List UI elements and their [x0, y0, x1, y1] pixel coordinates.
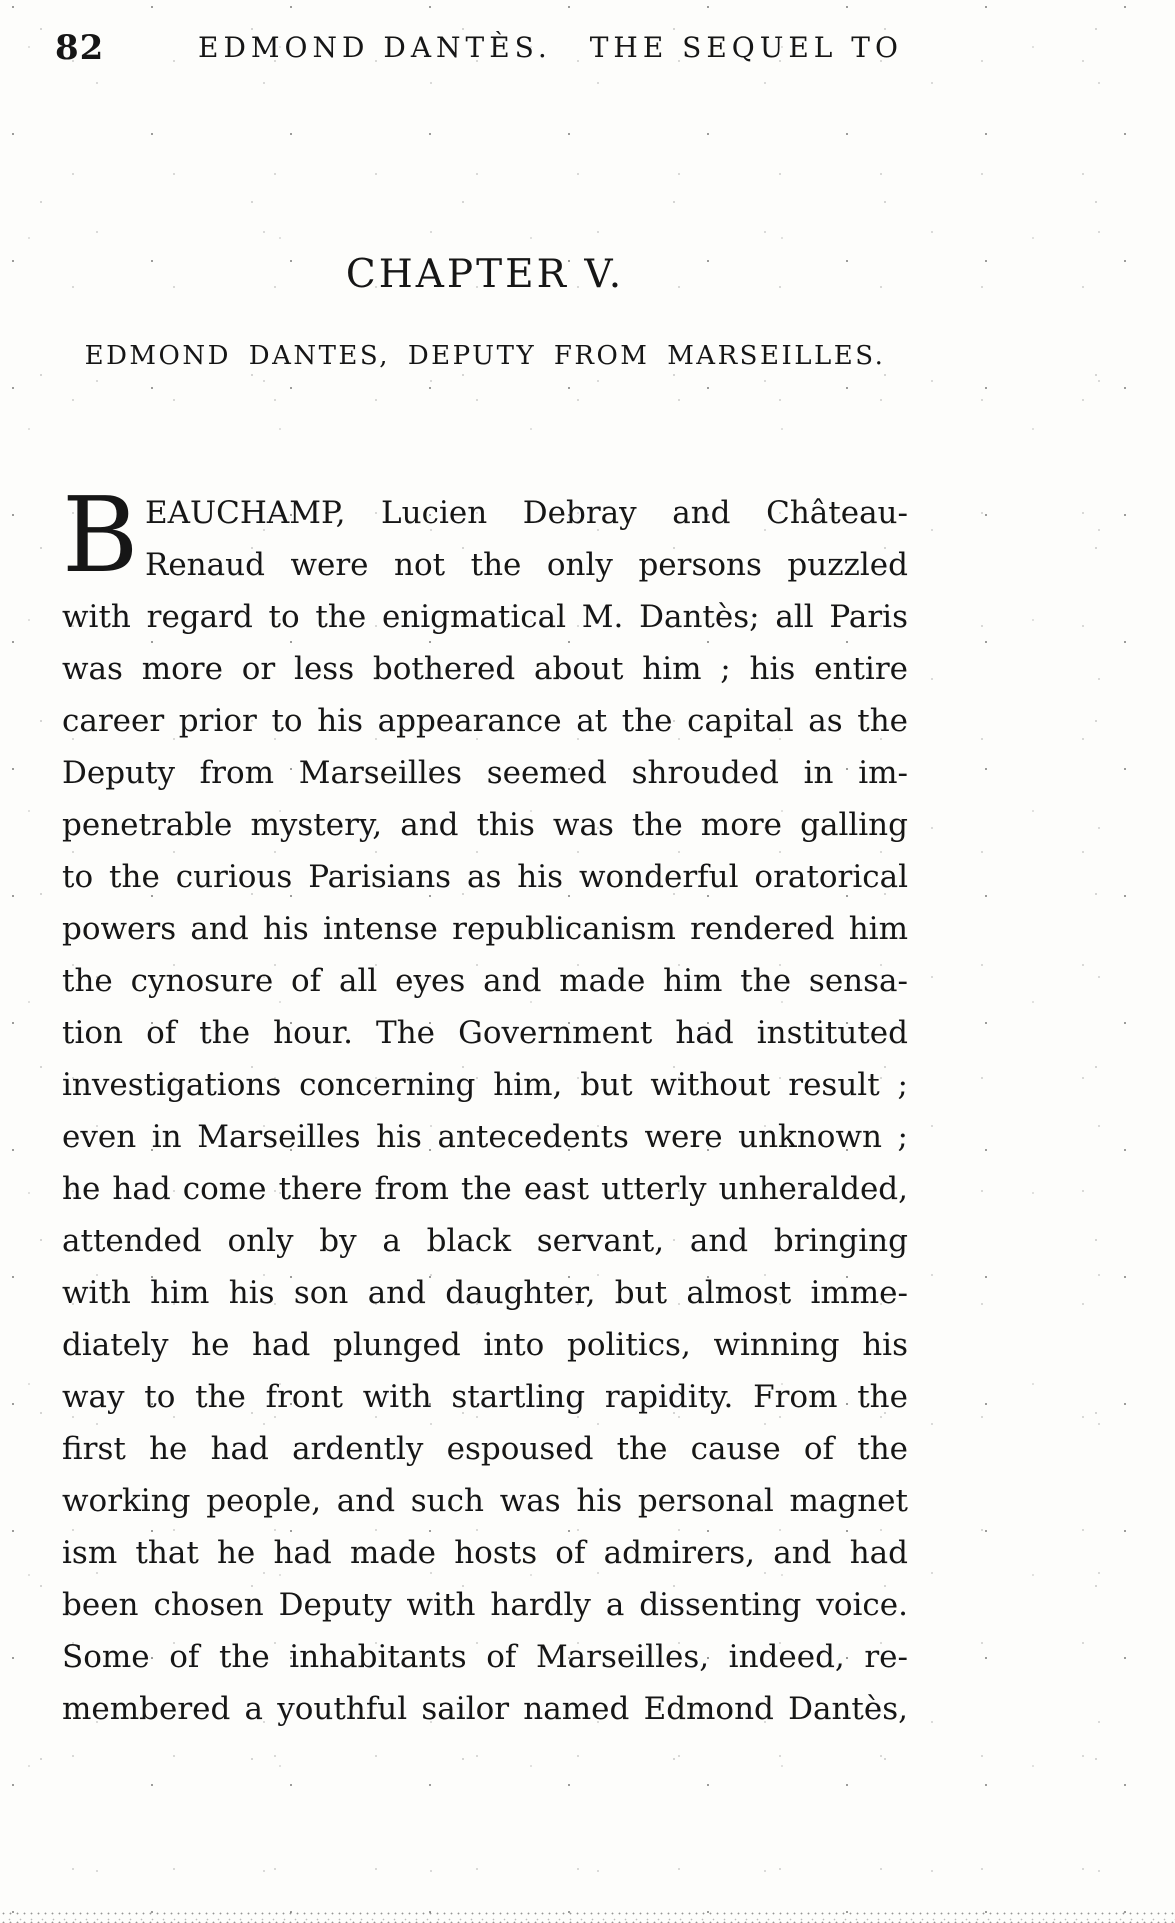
body-line: first he had ardently espoused the cause of the: [62, 1431, 908, 1467]
body-line: ism that he had made hosts of admirers, and had: [62, 1535, 908, 1571]
body-paragraph: [62, 474, 908, 1735]
body-line: with him his son and daughter, but almost imme-: [62, 1275, 908, 1311]
body-line: investigations concerning him, but without result ;: [62, 1067, 908, 1103]
body-line: EAUCHAMP, Lucien Debray and Château-: [145, 495, 908, 531]
body-line: the cynosure of all eyes and made him the sensa-: [62, 963, 908, 999]
chapter-heading: CHAPTER V.: [345, 252, 625, 297]
body-line: working people, and such was his personal magnet: [62, 1483, 908, 1519]
body-line: diately he had plunged into politics, winning his: [62, 1327, 908, 1363]
body-line: way to the front with startling rapidity. From the: [62, 1379, 908, 1415]
running-header-titles: [198, 31, 903, 64]
body-line: membered a youthful sailor named Edmond Dantès,: [62, 1691, 908, 1727]
body-line: been chosen Deputy with hardly a dissenting voice.: [62, 1587, 908, 1623]
body-line: Deputy from Marseilles seemed shrouded in im-: [62, 755, 908, 791]
body-line: penetrable mystery, and this was the more galling: [62, 807, 908, 843]
running-header-book-title: EDMOND DANTÈS.: [198, 31, 552, 64]
body-line: career prior to his appearance at the capital as the: [62, 703, 908, 739]
body-line: he had come there from the east utterly unheralded,: [62, 1171, 908, 1207]
page-number: 82: [55, 28, 105, 68]
body-line: was more or less bothered about him ; his entire: [62, 651, 908, 687]
body-line: with regard to the enigmatical M. Dantès; all Paris: [62, 599, 908, 635]
running-header-series-title: THE SEQUEL TO: [589, 31, 903, 64]
drop-cap: B: [62, 474, 139, 596]
body-line: powers and his intense republicanism rendered him: [62, 911, 908, 947]
body-line: tion of the hour. The Government had instituted: [62, 1015, 908, 1051]
body-line: Some of the inhabitants of Marseilles, indeed, re-: [62, 1639, 908, 1675]
running-header: [0, 28, 1175, 68]
chapter-subtitle: EDMOND DANTES, DEPUTY FROM MARSEILLES.: [84, 341, 886, 371]
body-line: to the curious Parisians as his wonderful oratorical: [62, 859, 908, 895]
scan-edge-noise: [0, 1911, 1175, 1923]
body-line: Renaud were not the only persons puzzled: [145, 547, 908, 583]
body-line: attended only by a black servant, and bringing: [62, 1223, 908, 1259]
body-line: even in Marseilles his antecedents were unknown ;: [62, 1119, 908, 1155]
